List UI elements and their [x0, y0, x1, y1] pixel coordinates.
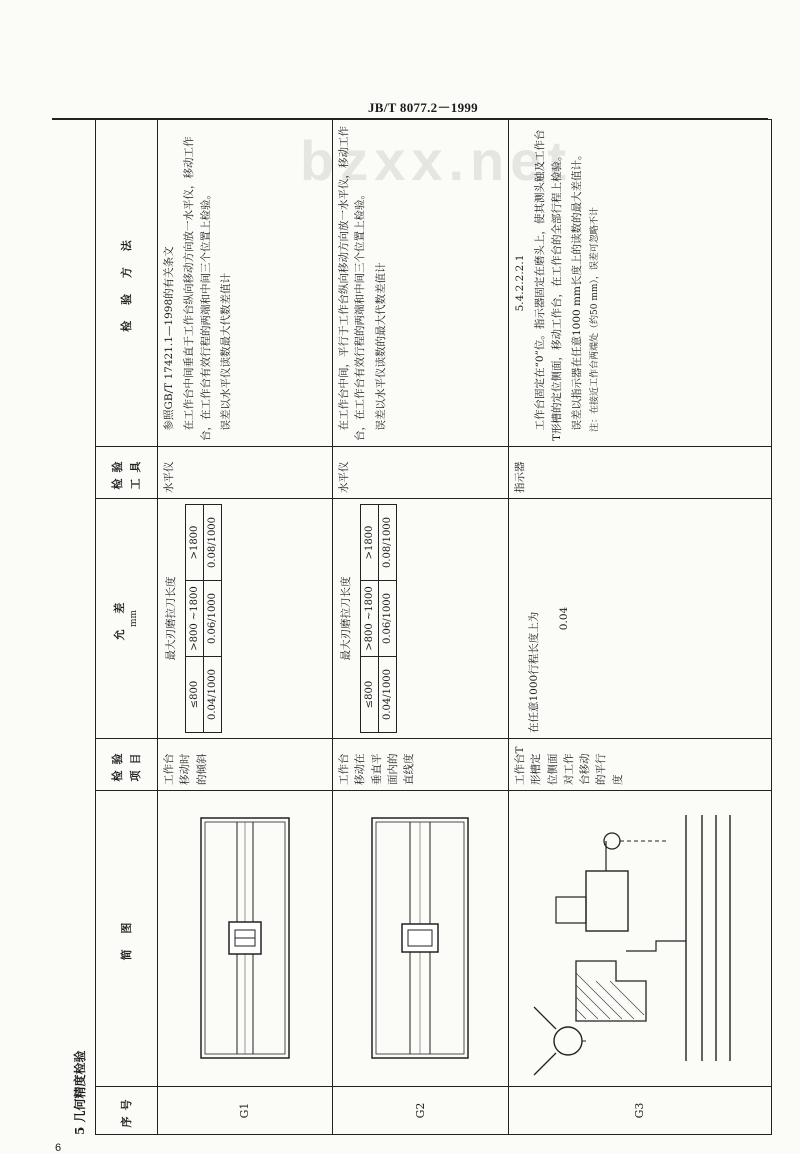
tolerance-cell	[509, 499, 772, 739]
check-item: 工作台T形槽定位侧面对工作台移动的平行度	[509, 739, 772, 791]
method-paragraph: 误差以指示器在任意1000 mm长度上的读数的最大差值计。	[570, 149, 583, 431]
tolerance-value: 0.06/1000	[204, 581, 222, 657]
table-level-diagram	[340, 799, 500, 1079]
method-paragraph: 在工作台中间垂直于工作台纵向移动方向放一水平仪，移动工作台，在工作台有效行程的两端和中间三个位置上检验。	[183, 136, 212, 441]
section-title: 5 几何精度检验	[73, 1050, 87, 1135]
check-item: 工作台移动在垂直平面内的直线度	[333, 739, 509, 791]
figure-g2	[333, 791, 509, 1087]
method-paragraph: 参照GB/T 17421.1—1998的有关条文	[163, 246, 175, 431]
check-tool: 水平仪	[333, 447, 509, 499]
method-paragraph: 工作台固定在“0”位。指示器固定在磨头上，使其测头触及工作台T形槽的定位侧面，移动工作台，在工作台的全部行程上检验。	[534, 129, 563, 441]
tolerance-range: ≤800	[186, 657, 204, 733]
header-tool: 检验工具	[96, 447, 158, 499]
method-clause-ref: 5.4.2.2.2.1	[514, 254, 526, 312]
tolerance-title: 最大刃磨拉刀长度	[165, 576, 177, 661]
header-item: 检验项目	[96, 739, 158, 791]
table-slide-diagram	[165, 799, 325, 1079]
tolerance-value: 0.04	[558, 606, 571, 631]
tolerance-cell	[158, 499, 333, 739]
figure-g1	[158, 791, 333, 1087]
tolerance-cell	[333, 499, 509, 739]
tolerance-value: 0.04/1000	[204, 657, 222, 733]
document-code: JB/T 8077.2－1999	[367, 100, 478, 115]
tolerance-range: ≤800	[361, 657, 379, 733]
check-tool: 指示器	[509, 447, 772, 499]
row-no: G1	[158, 1087, 333, 1135]
inspection-table	[95, 119, 772, 1135]
tolerance-range: >1800	[186, 505, 204, 581]
check-item: 工作台移动时的倾斜	[158, 739, 333, 791]
table-row	[509, 120, 772, 1135]
table-header-row	[96, 120, 158, 1135]
figure-g3	[509, 791, 772, 1087]
header-method: 检 验 方 法	[96, 120, 158, 447]
t-slot-indicator-diagram	[516, 795, 764, 1081]
header-no: 序号	[96, 1087, 158, 1135]
tolerance-range: >1800	[361, 505, 379, 581]
tolerance-grid	[360, 504, 397, 733]
tolerance-range: >800 ~1800	[361, 581, 379, 657]
page-number: 6	[55, 1142, 62, 1154]
method-paragraph: 误差以水平仪读数最大代数差值计	[219, 273, 232, 431]
tolerance-value: 0.08/1000	[379, 505, 397, 581]
table-row	[158, 120, 333, 1135]
check-method	[333, 120, 509, 447]
check-tool: 水平仪	[158, 447, 333, 499]
tolerance-title: 在任意1000行程长度上为	[528, 611, 540, 733]
table-row	[333, 120, 509, 1135]
row-no: G2	[333, 1087, 509, 1135]
tolerance-value: 0.06/1000	[379, 581, 397, 657]
method-paragraph: 误差以水平仪读数的最大代数差值计	[374, 262, 387, 431]
header-figure: 简 图	[96, 791, 158, 1087]
header-tolerance	[96, 499, 158, 739]
tolerance-grid	[185, 504, 222, 733]
tolerance-value: 0.04/1000	[379, 657, 397, 733]
check-method	[158, 120, 333, 447]
method-paragraph: 在工作台中间，平行于工作台纵向移动方向放一水平仪，移动工作台，在工作台有效行程的两端和中间三个位置上检验。	[338, 126, 367, 441]
header-tolerance-label: 允 差	[113, 596, 126, 641]
check-method	[509, 120, 772, 447]
watermark: bzxx.net	[300, 129, 573, 192]
tolerance-value: 0.08/1000	[204, 505, 222, 581]
row-no: G3	[509, 1087, 772, 1135]
header-tolerance-unit: mm	[129, 609, 140, 628]
rotated-table-block	[73, 120, 767, 1135]
method-note: 注：在接近工作台两端处（约50 mm），误差可忽略不计	[590, 207, 601, 432]
tolerance-range: >800 ~1800	[186, 581, 204, 657]
tolerance-title: 最大刃磨拉刀长度	[340, 576, 352, 661]
